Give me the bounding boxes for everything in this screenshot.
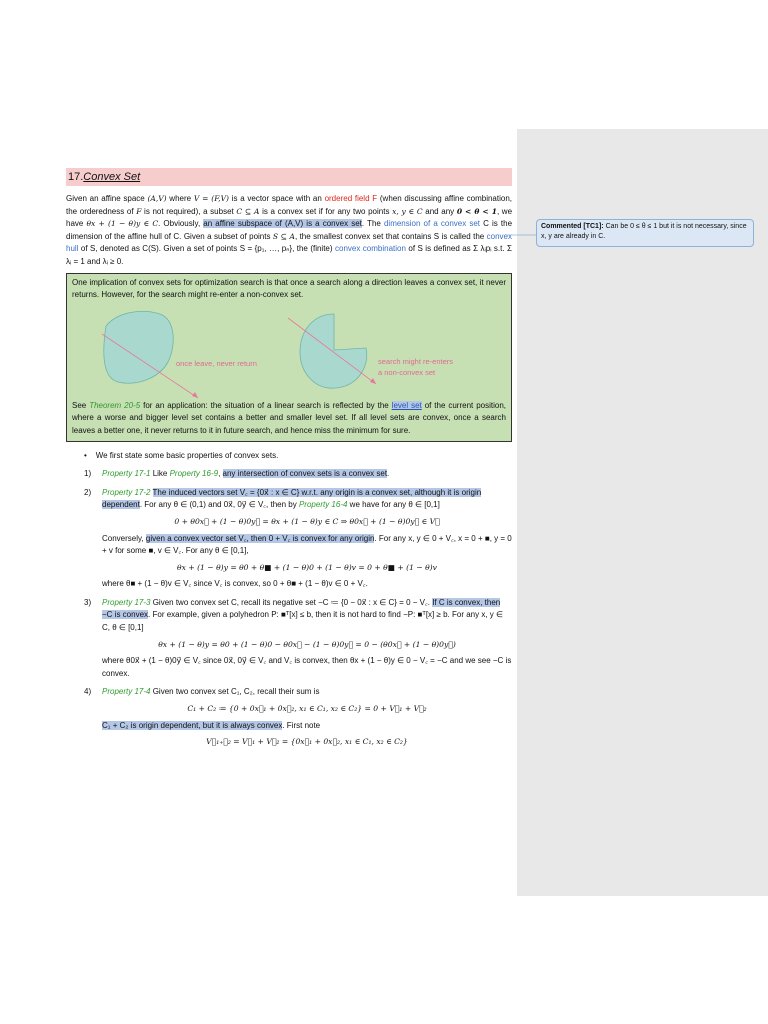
arrow-head-right: [370, 378, 376, 384]
property-item-3: 3) Property 17-3 Given two convex set C, recall its negative set −C ≔ {0 − 0x⃗ : x ∈ C} = 0 − V꜀. If C is convex, then −C is convex. For example, given a polyhedron P: ■ᵀ[x] ≤ b, then it is not hard to find −P: ■ᵀ[x] ≥ b. For any x, y ∈ C, θ ∈ [0,1] θx + (1 − θ)y = θ0 + (1 − θ)0 − θ0x⃗ − (1 − θ)0y⃗ = 0 − (θ0x⃗ + (1 − θ)0y⃗) where θ0x⃗ + (1 − θ)0y⃗ ∈ V꜀ since 0x⃗, 0y⃗ ∈ V꜀ and V꜀ is convex, then θx + (1 − θ)y ∈ 0 − V꜀ = −C and we see −C is convex.: [84, 597, 512, 678]
arrow-head-left: [192, 392, 198, 398]
equation: θx + (1 − θ)y = θ0 + (1 − θ)0 − θ0x⃗ − (1 − θ)0y⃗ = 0 − (θ0x⃗ + (1 − θ)0y⃗): [158, 639, 456, 649]
equation: V꜀₁₊꜀₂ = V꜀₁ + V꜀₂ = {0x⃗₁ + 0x⃗₂, x₁ ∈ C₁, x₂ ∈ C₂}: [206, 737, 408, 747]
property-item-1: 1) Property 17-1 Like Property 16-9, any intersection of convex sets is a convex set.: [84, 469, 390, 479]
comment-balloon[interactable]: [536, 219, 754, 247]
comment-anchor-highlight[interactable]: an affine subspace of (A,V) is a convex set: [203, 219, 362, 229]
property-item-2: 2) Property 17-2 The induced vectors set V꜀ = {0x⃗ : x ∈ C} w.r.t. any origin is a convex set, although it is origin dependent. For any θ ∈ (0,1) and 0x⃗, 0y⃗ ∈ V꜀, then by Property 16-4 we have for any θ ∈ [0,1] 0 + θ0x⃗ + (1 − θ)0y⃗ = θx + (1 − θ)y ∈ C ⇒ θ0x⃗ + (1 − θ)0y⃗ ∈ V꜀ Conversely, given a convex vector set V꜀, then 0 + V꜀ is convex for any origin. For any x, y ∈ 0 + V꜀, x = 0 + ■, y = 0 + v for some ■, v ∈ V꜀. For any θ ∈ [0,1], θx + (1 − θ)y = θ0 + θ■ + (1 − θ)0 + (1 − θ)v = 0 + θ■ + (1 − θ)v where θ■ + (1 − θ)v ∈ V꜀ since V꜀ is convex, so 0 + θ■ + (1 − θ)v ∈ 0 + V꜀.: [84, 487, 512, 589]
convex-diagram: [72, 302, 506, 400]
comment-connector-line: [506, 233, 538, 237]
box-bottom-text: See Theorem 20-5 for an application: the situation of a linear search is reflected by the level set of the current position, where a worse and bigger level set contains a better and smaller level set. If all level sets are convex, once a search leaves a better one, it never returns to it in future search, and hence miss the minimum for sure.: [72, 400, 506, 435]
label-reenter-1: search might re-enters: [378, 356, 454, 366]
nonconvex-shape: [300, 314, 367, 388]
section-title: Convex Set: [83, 171, 141, 183]
dimension-term: dimension of a convex set: [383, 219, 481, 229]
green-note-box: [66, 273, 512, 442]
intro-paragraph: Given an affine space (A,V) where V = (F,V) is a vector space with an ordered field F (when discussing affine combination, the orderedness of F is not required), a subset C ⊆ A is a convex set if for any two points x, y ∈ C and any 0 < θ < 1, we have θx + (1 − θ)y ∈ C. Obviously, an affine subspace of (A,V) is a convex set. The dimension of a convex set C is the dimension of the affine hull of C. Given a subset of points S ⊆ A, the smallest convex set that contains S is called the convex hull of S, denoted as C(S). Given a set of points S = {p₁, …, pₙ}, the (finite) convex combination of S is defined as Σ λᵢpᵢ s.t. Σ λᵢ = 1 and λᵢ ≥ 0.: [66, 194, 513, 266]
section-number: 17.: [68, 171, 84, 183]
bullet-text: We first state some basic properties of convex sets.: [95, 450, 279, 460]
property-item-4: 4) Property 17-4 Given two convex set C₁, C₂, recall their sum is C₁ + C₂ ≔ {0 + 0x⃗₁ + 0x⃗₂, x₁ ∈ C₁, x₂ ∈ C₂} = 0 + V꜀₁ + V꜀₂ C₁ + C₂ is origin dependent, but it is always convex. First note V꜀₁₊꜀₂ = V꜀₁ + V꜀₂ = {0x⃗₁ + 0x⃗₂, x₁ ∈ C₁, x₂ ∈ C₂}: [102, 686, 512, 748]
ordered-field-term: ordered field F: [324, 194, 378, 203]
level-set-link[interactable]: level set: [391, 400, 422, 410]
convex-combination-term: convex combination: [335, 244, 406, 254]
comment-text: Can be 0 ≤ θ ≤ 1 but it is not necessary, since x, y are already in C.: [541, 223, 747, 240]
convex-hull-term: convex hull: [66, 231, 513, 254]
bullet-item: • We first state some basic properties of convex sets.: [84, 450, 279, 460]
convex-diagram-svg: [72, 302, 506, 400]
property-ref[interactable]: Property 16-4: [298, 500, 348, 510]
equation: θx + (1 − θ)y = θ0 + θ■ + (1 − θ)0 + (1 − θ)v = 0 + θ■ + (1 − θ)v: [177, 562, 437, 572]
property-ref[interactable]: Property 17-4: [102, 687, 151, 697]
property-ref[interactable]: Property 17-2: [102, 487, 151, 497]
document-page: [66, 168, 512, 753]
section-heading: [66, 168, 512, 186]
theorem-ref[interactable]: Theorem 20-5: [89, 400, 141, 410]
convex-shape: [104, 311, 173, 383]
property-ref[interactable]: Property 17-3: [102, 597, 151, 607]
property-ref[interactable]: Property 16-9: [169, 469, 219, 479]
equation: C₁ + C₂ ≔ {0 + 0x⃗₁ + 0x⃗₂, x₁ ∈ C₁, x₂ ∈ C₂} = 0 + V꜀₁ + V꜀₂: [187, 704, 427, 714]
comment-author: Commented [TC1]:: [541, 223, 604, 230]
equation: 0 + θ0x⃗ + (1 − θ)0y⃗ = θx + (1 − θ)y ∈ C ⇒ θ0x⃗ + (1 − θ)0y⃗ ∈ V꜀: [174, 516, 440, 526]
label-reenter-2: a non-convex set: [378, 367, 436, 377]
label-never-return: once leave, never return: [176, 358, 257, 368]
property-ref[interactable]: Property 17-1: [102, 469, 151, 479]
box-top-text: One implication of convex sets for optimization search is that once a search along a direction leaves a convex set, it never returns. However, for the search might re-enter a non-convex set.: [72, 277, 506, 300]
